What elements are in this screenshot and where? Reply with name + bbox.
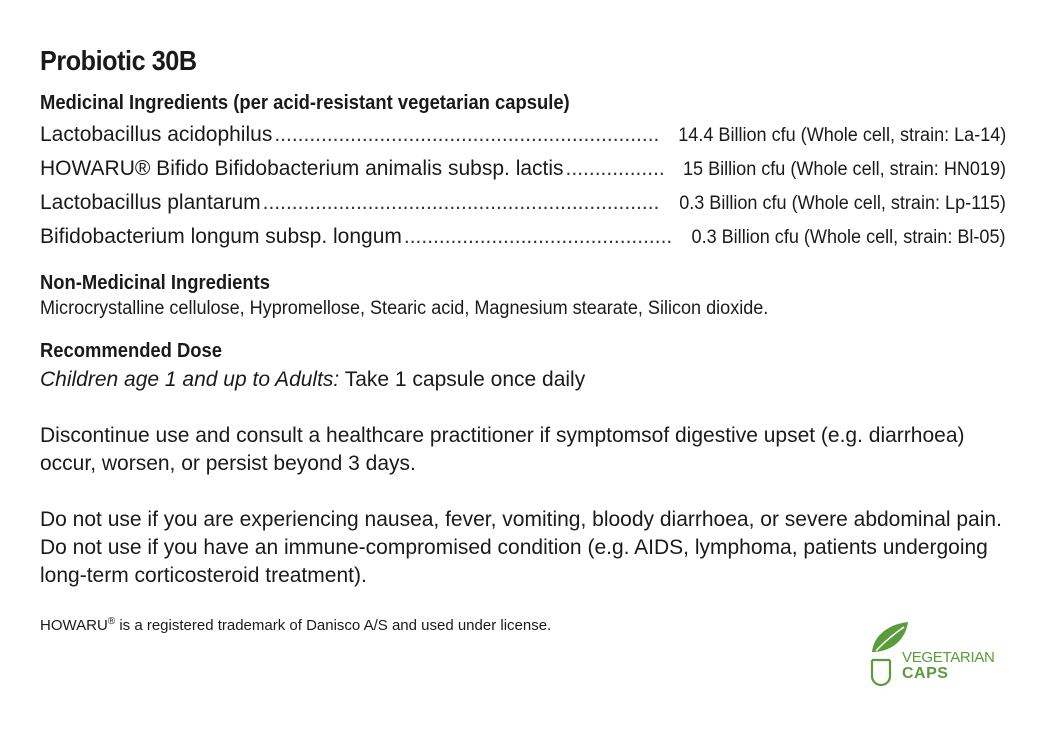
ingredient-row — [40, 152, 1006, 186]
ingredient-name: Bifidobacterium longum subsp. longum — [40, 225, 402, 248]
dose-section — [40, 338, 1006, 394]
vegetarian-caps-logo — [866, 620, 1016, 690]
ingredient-amount: 15 Billion cfu (Whole cell, strain: HN019) — [682, 159, 1006, 180]
medicinal-ingredients-list — [40, 118, 1006, 254]
non-medicinal-heading: Non-Medicinal Ingredients — [40, 272, 271, 294]
ingredient-name: Lactobacillus plantarum — [40, 191, 261, 214]
ingredient-amount: 0.3 Billion cfu (Whole cell, strain: Bl-05) — [692, 227, 1006, 248]
dot-leader — [274, 118, 658, 151]
footnote-text: is a registered trademark of Danisco A/S and used under license. — [115, 617, 552, 634]
dose-heading: Recommended Dose — [40, 340, 223, 362]
footnote-brand: HOWARU — [40, 617, 108, 634]
dose-text — [40, 366, 1006, 394]
logo-wordmark — [902, 650, 995, 682]
label-panel — [40, 44, 1006, 636]
ingredient-amount: 14.4 Billion cfu (Whole cell, strain: La-14) — [677, 125, 1006, 146]
ingredient-name: HOWARU® Bifido Bifidobacterium animalis subsp. lactis — [40, 157, 564, 180]
dot-leader — [404, 220, 674, 253]
trademark-footnote — [40, 612, 1006, 636]
registered-mark: ® — [107, 616, 116, 627]
dose-instruction: Take 1 capsule once daily — [339, 368, 586, 391]
ingredient-amount: 0.3 Billion cfu (Whole cell, strain: Lp-115) — [679, 193, 1006, 214]
ingredient-name: Lactobacillus acidophilus — [40, 123, 273, 146]
medicinal-heading: Medicinal Ingredients (per acid-resistant vegetarian capsule) — [40, 92, 570, 114]
warning-contraindications: Do not use if you are experiencing nausea, fever, vomiting, bloody diarrhoea, or severe abdominal pain. Do not use if you have an immune-compromised condition (e.g. AIDS, lymphoma, patients undergoing long-term corticosteroid treatment). — [40, 508, 1002, 587]
ingredient-row — [40, 220, 1006, 254]
non-medicinal-text: Microcrystalline cellulose, Hypromellose, Stearic acid, Magnesium stearate, Silicon dioxide. — [40, 298, 769, 319]
dot-leader — [263, 186, 660, 219]
ingredient-row — [40, 186, 1006, 220]
product-title: Probiotic 30B — [40, 45, 197, 76]
ingredient-row — [40, 118, 1006, 152]
logo-line-caps: CAPS — [902, 665, 949, 682]
non-medicinal-section — [40, 270, 1006, 322]
dot-leader — [566, 152, 664, 185]
logo-line-vegetarian: VEGETARIAN — [902, 649, 995, 666]
warning-digestive: Discontinue use and consult a healthcare practitioner if symptomsof digestive upset (e.g. diarrhoea) occur, worsen, or persist beyond 3 days. — [40, 424, 965, 475]
dose-audience: Children age 1 and up to Adults: — [40, 368, 340, 391]
